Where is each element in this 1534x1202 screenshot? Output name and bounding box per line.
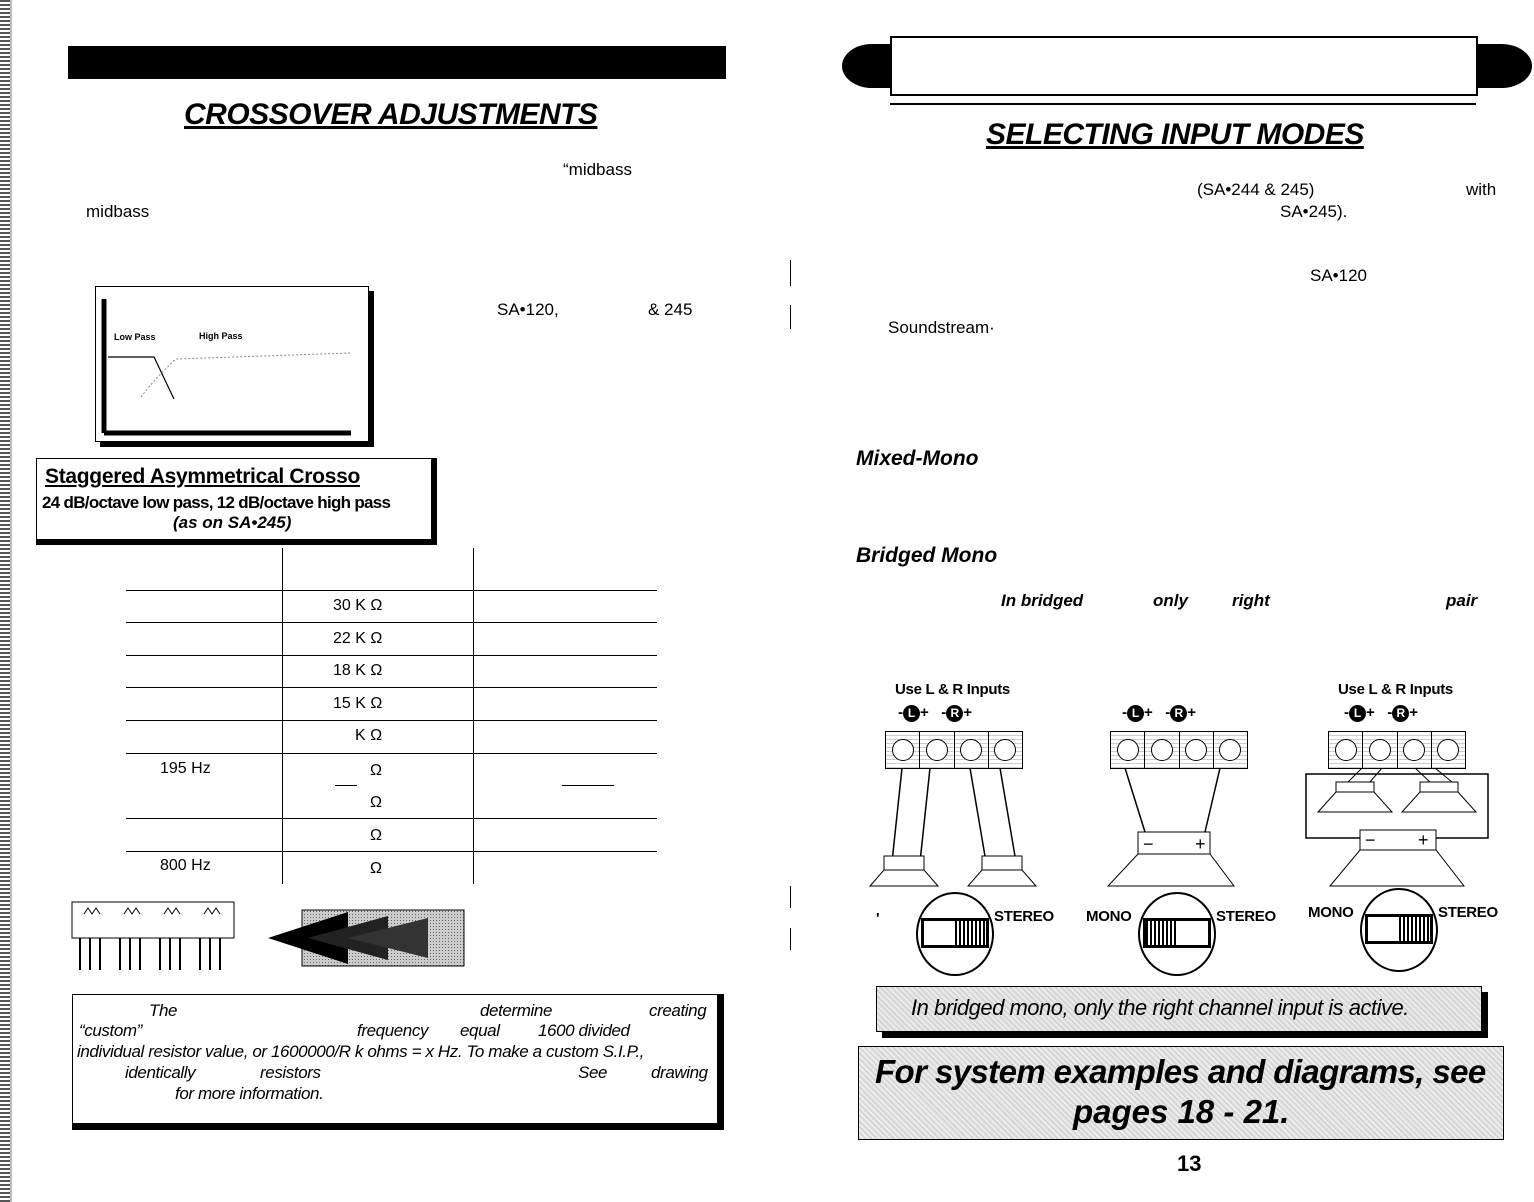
switch-slider-bridged	[1365, 914, 1433, 944]
mono-label: MONO	[1308, 904, 1354, 921]
speaker-wiring-diagram	[860, 768, 1520, 892]
table-row-frequency: 800 Hz	[160, 857, 211, 874]
high-pass-label: High Pass	[199, 331, 243, 341]
note-word: determine	[480, 1001, 552, 1020]
page-number: 13	[1177, 1151, 1202, 1176]
text-fragment-only: only	[1153, 591, 1188, 610]
text-fragment-pair: pair	[1446, 591, 1478, 610]
svg-text:−: −	[1143, 834, 1154, 854]
bridged-mono-heading: Bridged Mono	[856, 544, 998, 567]
mono-speaker	[1108, 832, 1234, 886]
svg-text:+: +	[1418, 830, 1429, 850]
stereo-label: STEREO	[994, 908, 1054, 925]
table-row: Ω	[370, 860, 382, 877]
tick-mark: '	[876, 910, 880, 927]
margin-mark	[790, 928, 791, 950]
sip-pins	[80, 938, 220, 970]
text-fragment-soundstream: Soundstream·	[888, 318, 995, 337]
table-rule-short	[562, 785, 614, 786]
table-row: Ω	[370, 827, 382, 844]
svg-text:+: +	[1195, 834, 1206, 854]
table-rule-short	[335, 785, 357, 786]
table-rule	[126, 851, 657, 852]
right-header-cap-right	[1470, 44, 1532, 88]
table-row: Ω	[370, 762, 382, 779]
sip-resistor-drawing	[70, 900, 238, 972]
table-divider-2	[473, 548, 474, 884]
stereo-wires	[892, 768, 1016, 862]
input-markers-mono: - L + - R +	[1122, 704, 1197, 721]
note-word: equal	[460, 1021, 500, 1040]
note-word: “custom”	[79, 1021, 142, 1040]
right-channel-marker: R	[946, 705, 963, 722]
text-fragment-with: with	[1466, 180, 1497, 199]
stereo-label: STEREO	[1438, 904, 1498, 921]
use-lr-inputs-label-bridged: Use L & R Inputs	[1338, 681, 1453, 698]
note-word: for more information.	[175, 1084, 324, 1103]
note-word: resistors	[260, 1063, 321, 1082]
text-fragment-models: (SA•244 & 245)	[1197, 180, 1315, 199]
binding-edge-shadow	[10, 0, 12, 1202]
note-word: See	[578, 1063, 608, 1082]
table-row-frequency: 195 Hz	[160, 760, 211, 777]
text-fragment-sa245: SA•245).	[1280, 202, 1348, 221]
crossover-graph-lines	[96, 287, 368, 441]
text-fragment-amp: & 245	[648, 300, 693, 319]
note-word: frequency	[357, 1021, 429, 1040]
note-word: 1600 divided	[538, 1021, 630, 1040]
table-rule	[126, 753, 657, 754]
text-fragment-in-bridged: In bridged	[1001, 591, 1084, 610]
bridged-wiring	[1306, 768, 1488, 886]
bridged-mono-note-box	[876, 986, 1482, 1032]
left-channel-marker: L	[1349, 705, 1366, 722]
custom-frequency-note-box	[72, 994, 724, 1130]
staggered-box-title: Staggered Asymmetrical Crosso	[45, 465, 360, 488]
arrow-left-icon	[268, 908, 468, 970]
mono-wires	[1125, 768, 1220, 832]
high-pass-curve	[141, 353, 351, 397]
text-fragment-models: SA•120,	[497, 300, 559, 319]
bridged-mono-note: In bridged mono, only the right channel input is active.	[911, 995, 1409, 1020]
system-examples-line2: pages 18 - 21.	[1073, 1093, 1290, 1130]
use-lr-inputs-label-stereo: Use L & R Inputs	[895, 681, 1010, 698]
table-row: Ω	[370, 794, 382, 811]
left-header-bar	[68, 46, 726, 79]
selecting-input-modes-title: SELECTING INPUT MODES	[986, 118, 1364, 151]
table-row: 22 K Ω	[333, 630, 383, 647]
table-row: 18 K Ω	[333, 662, 383, 679]
left-channel-marker: L	[1127, 705, 1144, 722]
terminal-block-mono	[1110, 731, 1248, 769]
table-rule	[126, 720, 657, 721]
text-fragment-midbass-quote: “midbass	[563, 160, 632, 179]
note-word: identically	[125, 1063, 196, 1082]
svg-text:−: −	[1365, 830, 1376, 850]
note-line: individual resistor value, or 1600000/R k ohms = x Hz. To make a custom S.I.P.,	[77, 1042, 644, 1061]
switch-slider-stereo	[921, 918, 989, 948]
input-markers-stereo: - L + - R +	[898, 704, 973, 721]
table-rule	[126, 818, 657, 819]
low-pass-label: Low Pass	[114, 332, 156, 342]
note-word: creating	[649, 1001, 707, 1020]
table-row: K Ω	[355, 727, 383, 744]
text-fragment-sa120: SA•120	[1310, 266, 1367, 285]
terminal-block-bridged	[1328, 731, 1466, 769]
table-divider-1	[282, 548, 283, 884]
staggered-box-slopes: 24 dB/octave low pass, 12 dB/octave high pass	[42, 493, 391, 512]
system-examples-line1: For system examples and diagrams, see	[875, 1053, 1486, 1090]
crossover-graph	[95, 286, 369, 442]
low-pass-curve	[108, 357, 174, 399]
mixed-mono-heading: Mixed-Mono	[856, 447, 979, 470]
text-fragment-midbass: midbass	[86, 202, 150, 221]
margin-mark	[790, 260, 791, 286]
table-rule	[126, 622, 657, 623]
binding-edge	[0, 0, 10, 1202]
text-fragment-right: right	[1232, 591, 1270, 610]
right-header-rule	[890, 103, 1476, 105]
crossover-adjustments-title: CROSSOVER ADJUSTMENTS	[184, 98, 598, 131]
table-rule	[126, 687, 657, 688]
left-channel-marker: L	[903, 705, 920, 722]
stereo-label: STEREO	[1216, 908, 1276, 925]
note-word: The	[149, 1001, 178, 1020]
mono-label: MONO	[1086, 908, 1132, 925]
staggered-crossover-box	[36, 458, 437, 545]
right-channel-marker: R	[1170, 705, 1187, 722]
table-rule	[126, 655, 657, 656]
margin-mark	[790, 886, 791, 908]
margin-mark	[790, 305, 791, 329]
note-word: drawing	[651, 1063, 708, 1082]
right-header-box	[890, 36, 1478, 96]
right-channel-marker: R	[1392, 705, 1409, 722]
system-examples-box	[858, 1046, 1504, 1140]
terminal-block-stereo	[885, 731, 1023, 769]
switch-slider-mono	[1143, 918, 1211, 948]
staggered-box-model: (as on SA•245)	[173, 513, 292, 532]
stereo-speakers	[870, 856, 1036, 886]
table-row: 15 K Ω	[333, 695, 383, 712]
sip-body	[72, 902, 234, 938]
table-row: 30 K Ω	[333, 597, 383, 614]
input-markers-bridged: - L + - R +	[1344, 704, 1419, 721]
table-rule	[126, 590, 657, 591]
